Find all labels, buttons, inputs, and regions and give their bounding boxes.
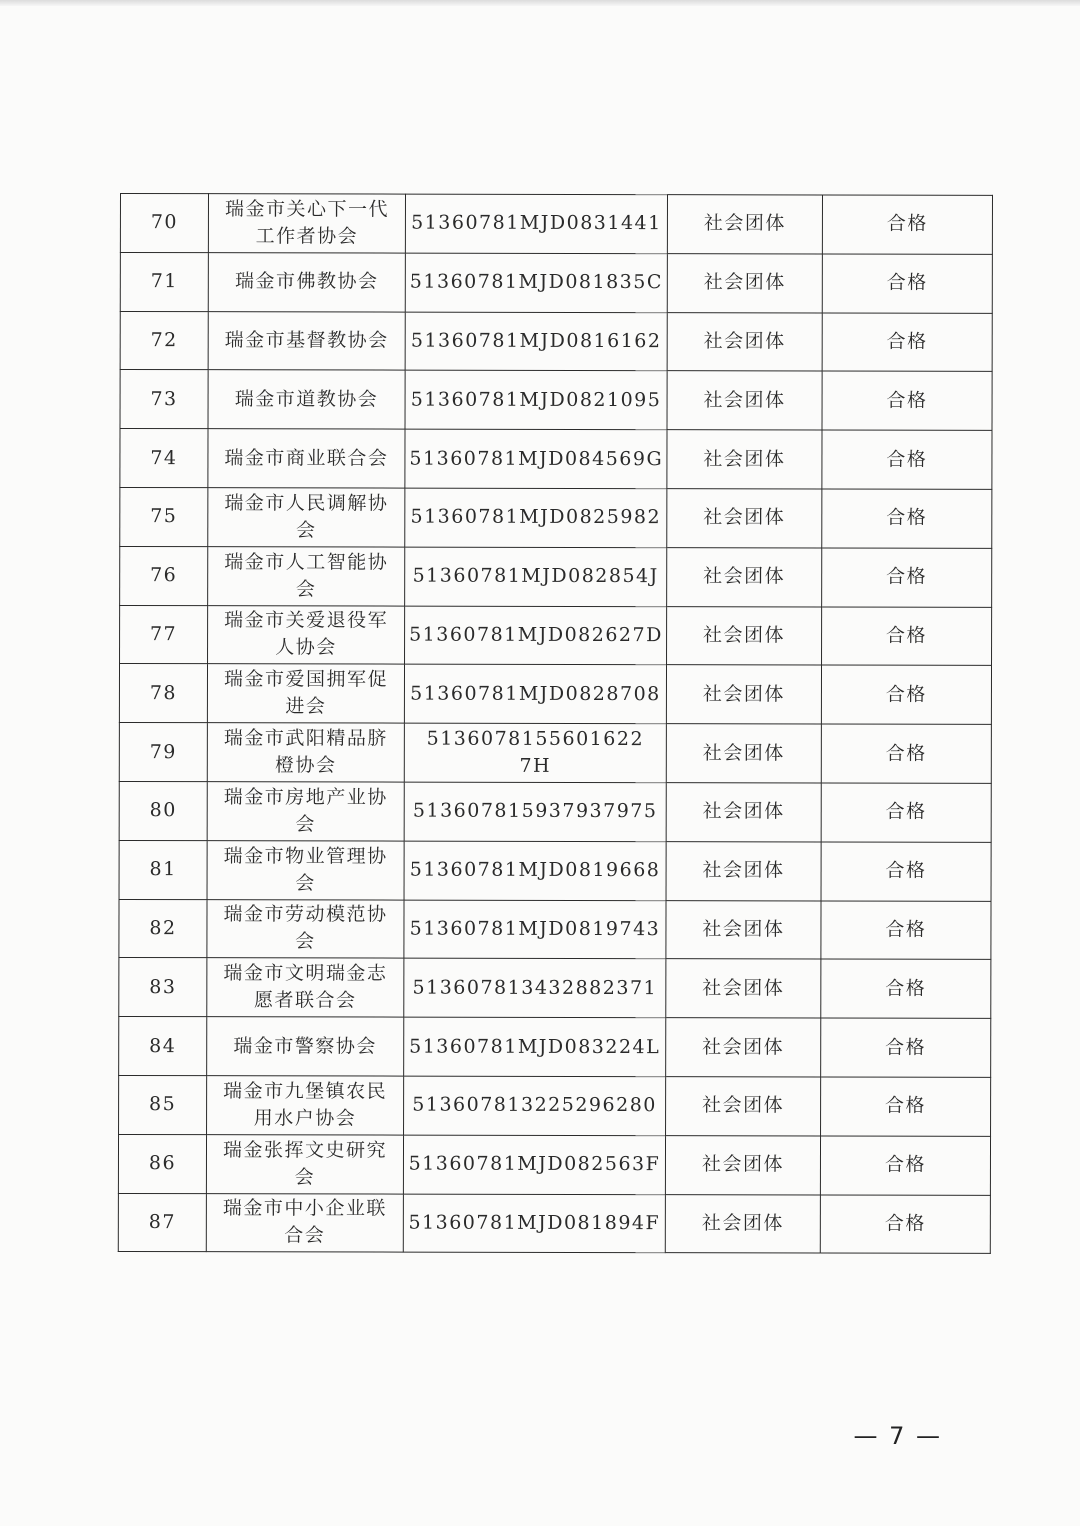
inspection-result-cell: [821, 724, 991, 783]
organization-type: 社会团体: [703, 212, 786, 235]
inspection-result-cell: [821, 901, 991, 960]
credit-code: 51360781MJD082563F: [408, 1152, 661, 1176]
table-row: [119, 723, 991, 784]
credit-code-cell: [403, 1194, 665, 1253]
organization-name-cell: [207, 1076, 404, 1135]
row-number: 79: [149, 740, 177, 763]
inspection-result: 合格: [885, 1036, 927, 1059]
inspection-result: 合格: [886, 389, 928, 412]
organization-type: 社会团体: [702, 859, 785, 882]
organization-name: 瑞金市爱国拥军促进会: [223, 668, 389, 718]
credit-code-cell: [405, 312, 667, 371]
credit-code-cell: [405, 370, 667, 429]
row-number-cell: [120, 546, 208, 605]
row-number-cell: [119, 899, 207, 958]
inspection-result-cell: [820, 1136, 990, 1195]
row-number-cell: [120, 370, 208, 429]
organization-type-cell: [666, 841, 821, 900]
row-number-cell: [119, 664, 207, 723]
row-number: 87: [148, 1211, 176, 1234]
credit-code-cell: [405, 547, 667, 606]
inspection-result: 合格: [886, 271, 928, 294]
table-row: [120, 252, 992, 313]
row-number: 76: [150, 564, 178, 587]
organization-type-cell: [667, 489, 822, 548]
row-number-cell: [119, 723, 207, 782]
inspection-result-cell: [822, 489, 992, 548]
inspection-result: 合格: [885, 918, 927, 941]
credit-code-cell: [404, 723, 666, 782]
inspection-result-cell: [822, 607, 992, 666]
organization-name: 瑞金市九堡镇农民用水户协会: [223, 1080, 388, 1130]
organization-type: 社会团体: [703, 447, 786, 470]
organization-name-cell: [207, 899, 404, 958]
organization-name-cell: [207, 958, 404, 1017]
table-row: [120, 487, 992, 548]
credit-code-cell: [404, 958, 666, 1017]
credit-code: 51360781MJD0819668: [409, 858, 661, 882]
organization-name: 瑞金市人民调解协会: [224, 492, 389, 542]
row-number-cell: [119, 781, 207, 840]
organization-name-cell: [206, 1134, 403, 1193]
organization-type-cell: [666, 900, 821, 959]
row-number-cell: [120, 311, 208, 370]
table-row: [119, 958, 991, 1019]
organization-name-cell: [208, 370, 405, 429]
table-row: [119, 1017, 991, 1078]
organization-type: 社会团体: [702, 741, 785, 764]
organization-type-cell: [667, 371, 822, 430]
organization-type-cell: [667, 312, 822, 371]
table-row: [120, 370, 992, 431]
credit-code: 513607813225296280: [412, 1093, 657, 1117]
organization-name: 瑞金市基督教协会: [224, 329, 389, 352]
credit-code-cell: [405, 253, 667, 312]
inspection-result-cell: [821, 842, 991, 901]
organization-type: 社会团体: [703, 389, 786, 412]
table-row: [120, 429, 992, 490]
row-number: 75: [150, 505, 178, 528]
inspection-result: 合格: [885, 800, 927, 824]
organization-name-cell: [206, 1193, 403, 1252]
organization-name-cell: [207, 664, 404, 723]
inspection-result: 合格: [886, 448, 928, 471]
inspection-result-cell: [822, 313, 992, 372]
organization-name-cell: [207, 782, 404, 841]
organization-name-cell: [208, 194, 405, 253]
organization-name-cell: [208, 252, 405, 311]
row-number: 77: [149, 623, 178, 646]
credit-code: 51360781MJD0821095: [410, 388, 662, 411]
row-number-cell: [120, 429, 208, 488]
row-number-cell: [120, 252, 208, 311]
organization-name-cell: [208, 429, 405, 488]
organization-type-cell: [665, 1194, 820, 1253]
inspection-result: 合格: [885, 859, 927, 882]
organization-type-cell: [666, 1077, 821, 1136]
credit-code-cell: [404, 664, 666, 723]
organization-name: 瑞金市关爱退役军人协会: [224, 609, 389, 659]
inspection-result: 合格: [885, 977, 927, 1000]
inspection-result-cell: [822, 548, 992, 607]
inspection-result-cell: [822, 254, 992, 313]
credit-code: 513607813432882371: [412, 976, 658, 999]
inspection-result-cell: [821, 665, 991, 724]
organization-type: 社会团体: [703, 506, 786, 529]
organization-name-cell: [208, 311, 405, 370]
organization-type: 社会团体: [702, 1094, 785, 1117]
organization-type: 社会团体: [703, 330, 786, 353]
organization-name-cell: [207, 1017, 404, 1076]
inspection-result: 合格: [885, 1094, 927, 1118]
credit-code: 51360781MJD0819743: [409, 917, 661, 941]
organization-name-cell: [208, 488, 405, 547]
organization-name-cell: [207, 840, 404, 899]
credit-code-cell: [404, 1076, 666, 1135]
credit-code: 5136078155601622 7H: [426, 727, 645, 777]
inspection-result: 合格: [886, 212, 928, 236]
credit-code: 51360781MJD083224L: [409, 1035, 661, 1058]
organization-name: 瑞金市中小企业联合会: [222, 1197, 387, 1247]
table-row: [119, 664, 991, 725]
organization-name: 瑞金市警察协会: [233, 1034, 377, 1058]
organization-type-cell: [666, 783, 821, 842]
inspection-result: 合格: [886, 330, 928, 353]
inspection-result-cell: [821, 1077, 991, 1136]
table-row: [120, 605, 992, 666]
inspection-result: 合格: [884, 1153, 926, 1176]
organization-type-cell: [666, 959, 821, 1018]
credit-code-cell: [405, 488, 667, 547]
row-number-cell: [120, 194, 208, 253]
organization-name-cell: [208, 546, 405, 605]
row-number-cell: [119, 1075, 207, 1134]
organization-name-cell: [207, 723, 404, 782]
table-row: [119, 781, 991, 842]
inspection-result: 合格: [884, 1212, 926, 1235]
organization-type: 社会团体: [702, 1035, 785, 1058]
organization-type-cell: [666, 1018, 821, 1077]
table-row: [118, 1134, 990, 1195]
credit-code: 51360781MJD082627D: [409, 623, 663, 647]
inspection-result: 合格: [886, 624, 928, 647]
credit-code-cell: [405, 194, 667, 253]
row-number-cell: [119, 840, 207, 899]
row-number-cell: [118, 1193, 206, 1252]
credit-code-cell: [405, 429, 667, 488]
row-number: 84: [149, 1034, 177, 1057]
row-number-cell: [118, 1134, 206, 1193]
inspection-result-cell: [821, 959, 991, 1018]
organization-type-cell: [667, 253, 822, 312]
organization-name: 瑞金市物业管理协会: [223, 844, 388, 895]
row-number: 81: [149, 858, 177, 881]
inspection-result-cell: [822, 371, 992, 430]
organization-type: 社会团体: [702, 976, 785, 1000]
organization-type: 社会团体: [702, 800, 785, 823]
organization-type-cell: [665, 1135, 820, 1194]
organization-type-cell: [667, 195, 822, 254]
credit-code-cell: [404, 782, 666, 841]
table-row: [118, 1193, 990, 1254]
organization-type: 社会团体: [703, 271, 786, 294]
organization-type-cell: [667, 606, 822, 665]
row-number: 74: [150, 446, 178, 469]
credit-code: 51360781MJD081835C: [409, 270, 663, 294]
organization-name: 瑞金市文明瑞金志愿者联合会: [223, 962, 388, 1012]
inspection-result: 合格: [886, 565, 928, 588]
credit-code: 51360781MJD0828708: [410, 682, 661, 705]
inspection-result: 合格: [886, 506, 928, 530]
inspection-result: 合格: [885, 683, 927, 706]
organization-name: 瑞金张挥文史研究会: [222, 1138, 388, 1189]
credit-code-cell: [405, 606, 667, 665]
row-number-cell: [120, 605, 208, 664]
scan-edge: [0, 0, 1080, 6]
organization-type: 社会团体: [702, 918, 785, 941]
organization-type-cell: [667, 547, 822, 606]
table-row: [119, 840, 991, 901]
row-number: 80: [149, 799, 177, 822]
row-number: 71: [150, 270, 178, 293]
row-number: 86: [148, 1152, 177, 1175]
inspection-result-cell: [821, 783, 991, 842]
organization-name: 瑞金市房地产业协会: [223, 786, 388, 836]
row-number-cell: [120, 487, 208, 546]
organization-type-cell: [666, 724, 821, 783]
table-row: [120, 311, 992, 372]
credit-code-cell: [404, 1017, 666, 1076]
table-row: [120, 194, 992, 255]
row-number: 70: [150, 211, 179, 234]
organization-type-cell: [667, 430, 822, 489]
inspection-result-cell: [822, 430, 992, 489]
organization-type: 社会团体: [701, 1212, 784, 1235]
organization-name: 瑞金市人工智能协会: [224, 550, 389, 601]
organization-type: 社会团体: [701, 1153, 784, 1176]
credit-code: 51360781MJD0825982: [410, 505, 662, 529]
row-number: 82: [149, 917, 177, 940]
page-number: — 7 —: [853, 1422, 942, 1450]
organization-type: 社会团体: [702, 682, 785, 706]
row-number: 83: [149, 975, 177, 998]
row-number-cell: [119, 958, 207, 1017]
organization-name: 瑞金市劳动模范协会: [223, 903, 388, 953]
organization-name: 瑞金市佛教协会: [235, 270, 379, 293]
organization-table: [118, 193, 993, 1254]
organization-name-cell: [208, 605, 405, 664]
row-number: 78: [149, 681, 178, 704]
organization-type-cell: [666, 665, 821, 724]
table-row: [120, 546, 992, 607]
row-number: 85: [148, 1093, 177, 1116]
table-body: [118, 194, 992, 1254]
organization-type: 社会团体: [703, 624, 786, 647]
credit-code: 51360781MJD081894F: [408, 1211, 661, 1235]
credit-code: 513607815937937975: [412, 799, 658, 823]
credit-code-cell: [404, 841, 666, 900]
credit-code: 51360781MJD0831441: [411, 212, 662, 235]
organization-name: 瑞金市道教协会: [234, 388, 379, 411]
table-row: [119, 899, 991, 960]
organization-name: 瑞金市商业联合会: [224, 446, 389, 470]
row-number-cell: [119, 1017, 207, 1076]
credit-code: 51360781MJD0816162: [410, 329, 662, 353]
organization-name: 瑞金市关心下一代工作者协会: [224, 198, 390, 248]
row-number: 73: [150, 387, 178, 410]
inspection-result-cell: [822, 195, 992, 254]
organization-name: 瑞金市武阳精品脐橙协会: [223, 727, 388, 777]
credit-code-cell: [403, 1135, 665, 1194]
row-number: 72: [150, 329, 178, 352]
inspection-result-cell: [821, 1018, 991, 1077]
credit-code-cell: [404, 900, 666, 959]
credit-code: 51360781MJD084569G: [409, 447, 664, 470]
table-row: [119, 1075, 991, 1136]
inspection-result: 合格: [885, 742, 927, 765]
inspection-result-cell: [820, 1195, 990, 1254]
organization-type: 社会团体: [703, 565, 786, 588]
credit-code: 51360781MJD082854J: [412, 564, 659, 588]
